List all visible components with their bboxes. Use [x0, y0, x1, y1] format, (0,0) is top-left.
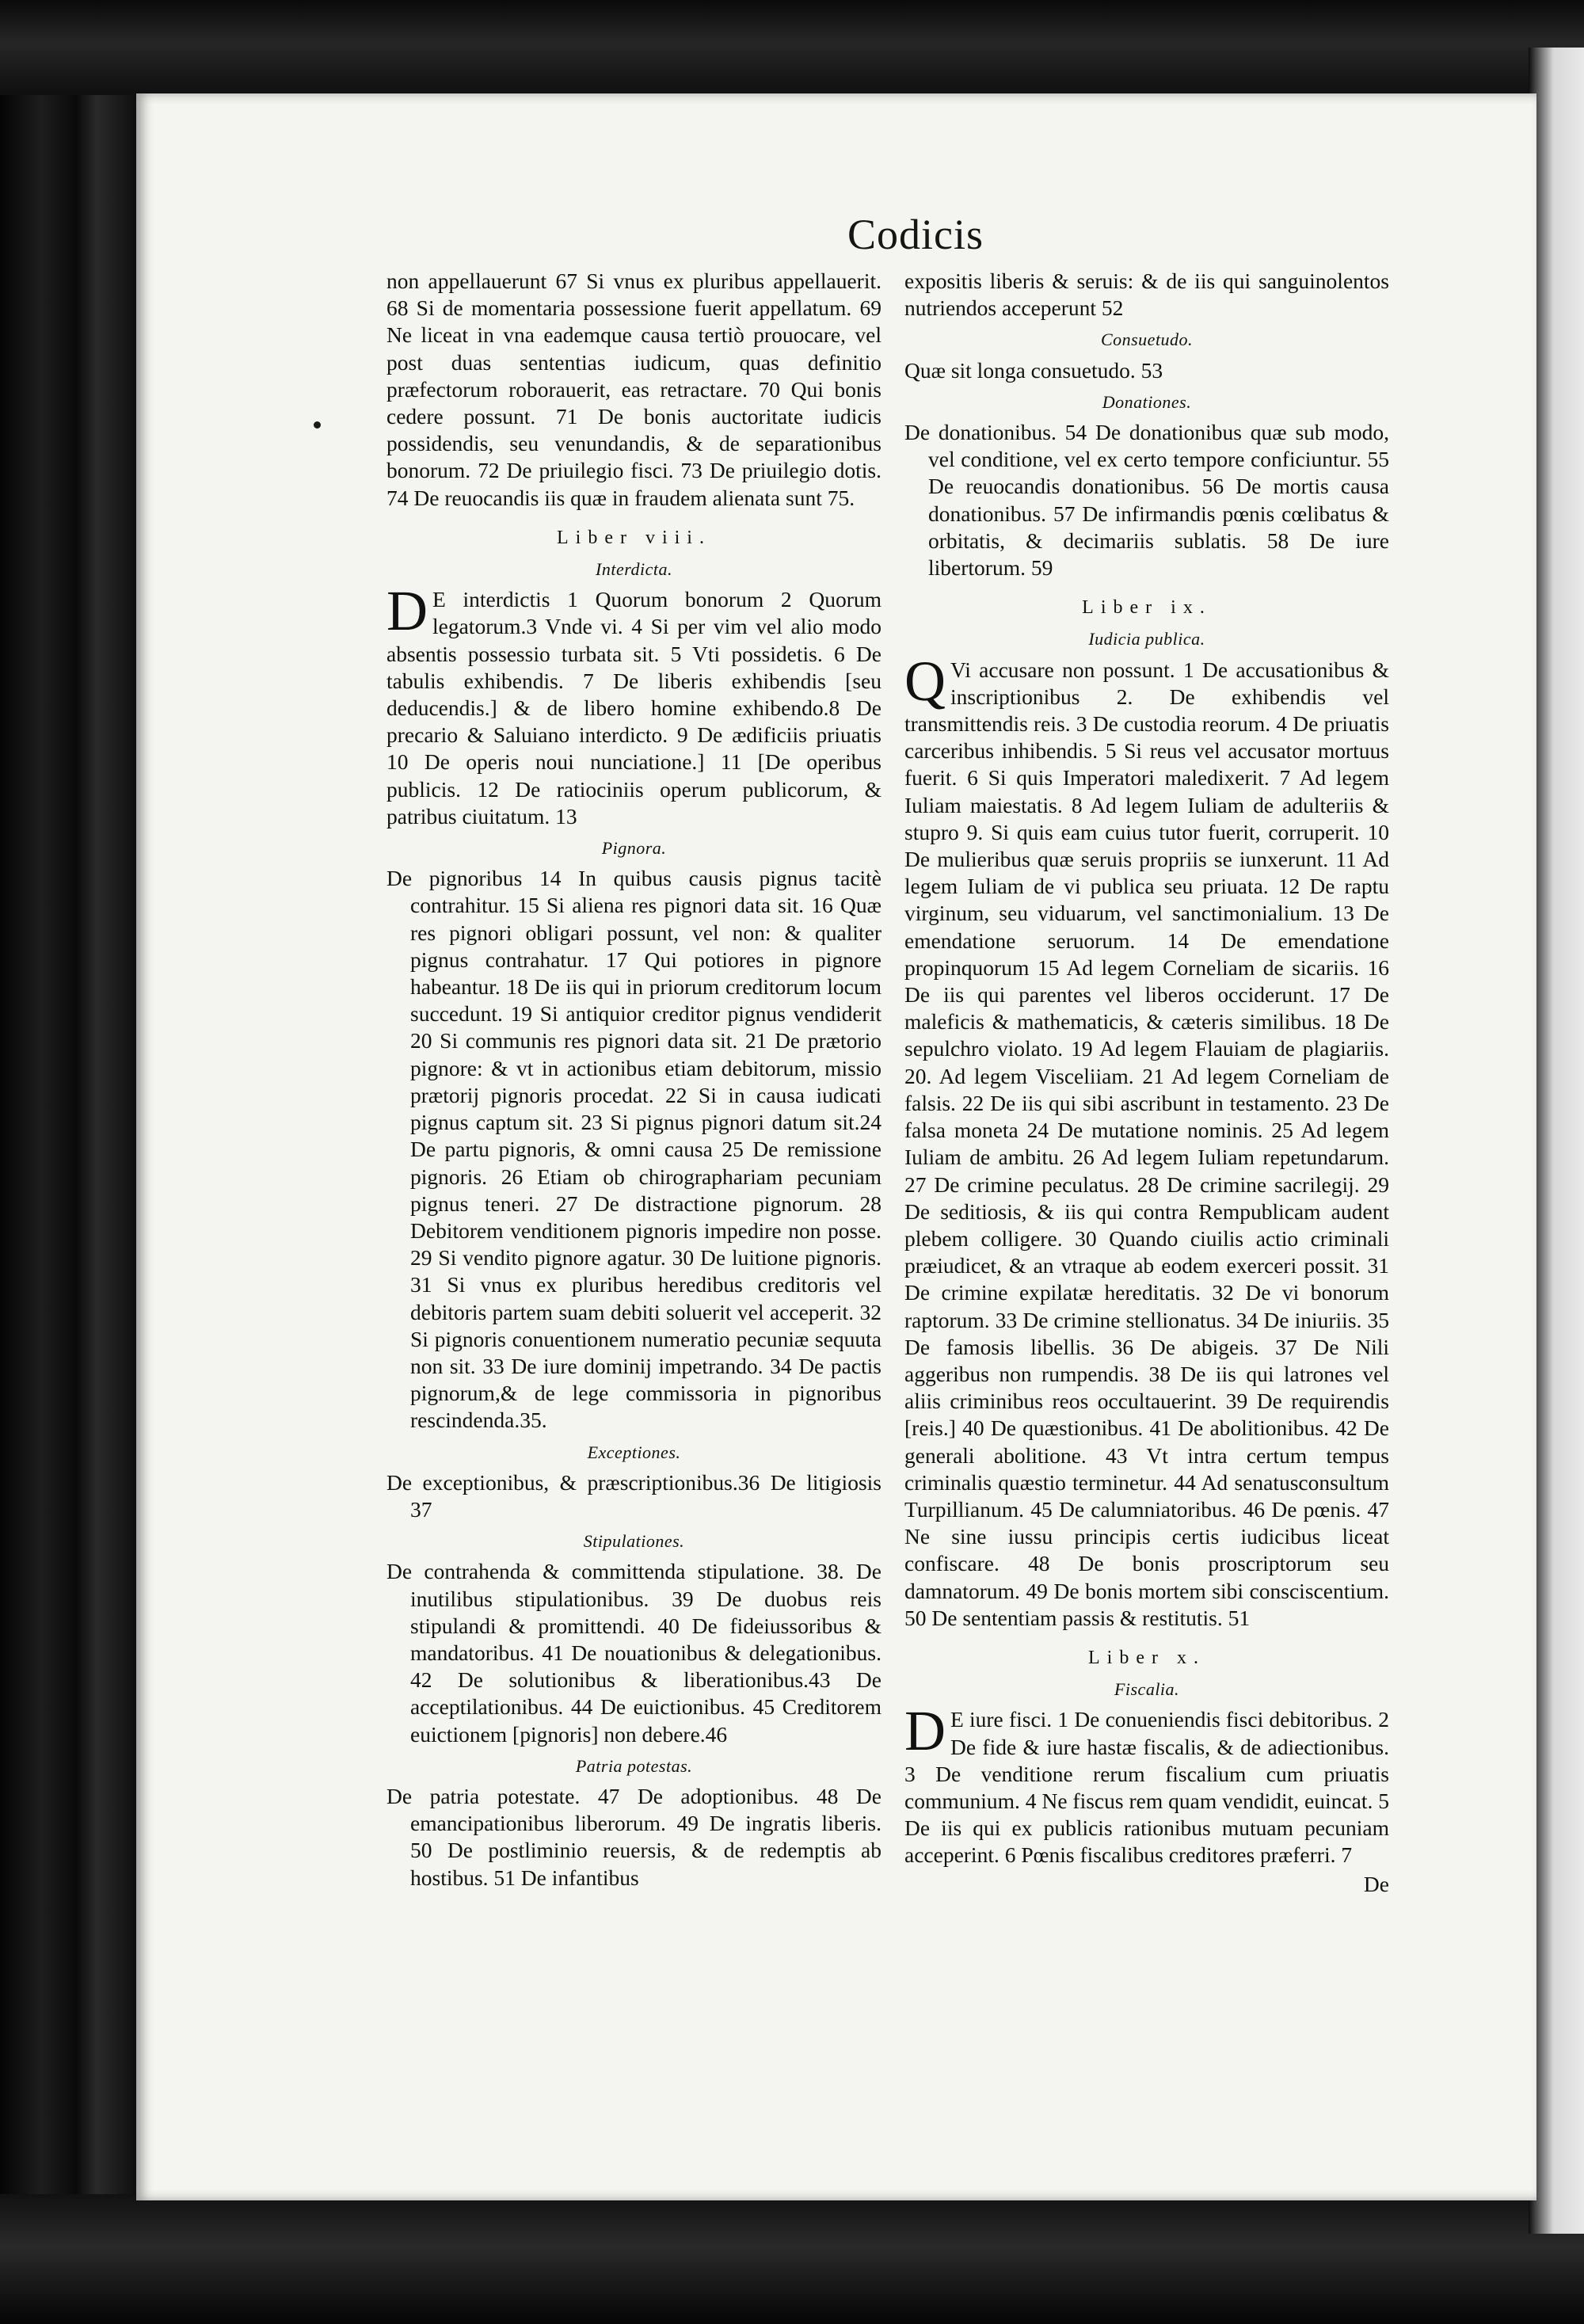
section-heading-interdicta: Interdicta.: [596, 559, 672, 580]
section-text-pignora: De pignoribus 14 In quibus causis pignus tacitè contrahitur. 15 Si aliena res pignori data sit. 16 Quæ res pignori obligari possunt, vel non: & qualiter pignus contrahatur. 17 Qui potiores in pignore habeantur. 18 De iis qui in priorum creditorum locum succedunt. 19 Si antiquior creditor pignus vendiderit 20 Si communis res pignori data sit. 21 De prætorio pignore: & vt in actionibus etiam debitorum, missio prætorij pignoris procedat. 22 Si in causa iudicati pignus captum sit. 23 Si pignus pignori datum sit.24 De partu pignoris, & omni causa 25 De remissione pignoris. 26 Etiam ob chirographariam pecuniam pignus teneri. 27 De distractione pignorum. 28 Debitorem venditionem pignoris impedire non posse. 29 Si vendito pignore agatur. 30 De luitione pignoris. 31 Si vnus ex pluribus heredibus creditoris vel debitoris partem suam debiti soluerit vel acceperit. 32 Si pignoris conuentionem numeratio pecuniæ sequuta non sit. 33 De iure dominij impetrando. 34 De pactis pignorum,& de lege commissoria in pignoribus rescindenda.35.: [386, 866, 881, 1433]
section-text-patria-potestas: De patria potestate. 47 De adoptionibus. 48 De emancipationibus liberorum. 49 De ingratis liberis. 50 De postliminio reuersis, & de redemptis ab hostibus. 51 De infantibus: [386, 1783, 881, 1890]
catchword: De: [1363, 1871, 1389, 1896]
section-text-interdicta: [386, 579, 881, 830]
left-column: [386, 268, 881, 1892]
right-continuation-text: expositis liberis & seruis: & de iis qui sanguinolentos nutriendos acceperunt 52: [904, 269, 1389, 321]
section-heading-fiscalia: Fiscalia.: [1114, 1679, 1180, 1700]
section-text-iudicia-publica: [904, 649, 1389, 1632]
section-text-consuetudo: Quæ sit longa consuetudo. 53: [904, 357, 1163, 383]
dropcap-letter: Q: [904, 649, 946, 713]
section-text-fiscalia: [904, 1699, 1389, 1869]
section-heading-patria-potestas: Patria potestas.: [575, 1755, 693, 1776]
section-heading-pignora: Pignora.: [601, 838, 667, 859]
running-head: Codicis: [847, 211, 984, 258]
liber-viii-title: Liber viii.: [557, 527, 711, 548]
section-text-stipulationes: De contrahenda & committenda stipulatione. 38. De inutilibus stipulationibus. 39 De duobus reis stipulandi & promittendi. 40 De fideiussoribus & mandatoribus. 41 De nouationibus & delegationibus. 42 De solutionibus & liberationibus.43 De acceptilationibus. 44 De euictionibus. 45 Creditorem euictionem [pignoris] non debere.46: [386, 1559, 881, 1747]
section-heading-donationes: Donationes.: [1102, 391, 1192, 412]
book-spine-edge: [0, 0, 139, 2324]
right-column: [904, 268, 1389, 1898]
next-page-edge: [1529, 48, 1584, 2234]
section-heading-iudicia-publica: Iudicia publica.: [1088, 629, 1205, 650]
section-body: Vi accusare non possunt. 1 De accusationibus & inscriptionibus 2. De exhibendis vel transmittendis reis. 3 De custodia reorum. 4 De priuatis carceribus inhibendis. 5 Si reus vel accusator mortuus fuerit. 6 Si quis Imperatori maledixerit. 7 Ad legem Iuliam maiestatis. 8 Ad legem Iuliam de adulteriis & stupro 9. Si quis eam cuius tutor fuerit, corruperit. 10 De mulieribus quæ seruis propriis se iunxerunt. 11 Ad legem Iuliam de vi publica seu priuata. 12 De raptu virginum, seu viduarum, vel sanctimonialium. 13 De emendatione seruorum. 14 De emendatione propinquorum 15 Ad legem Corneliam de sicariis. 16 De iis qui parentes vel liberos occiderunt. 17 De maleficis & mathematicis, & cæteris similibus. 18 De sepulchro violato. 19 Ad legem Flauiam de plagiariis. 20. Ad legem Visceliiam. 21 Ad legem Corneliam de falsis. 22 De iis qui sibi ascribunt in testamento. 23 De falsa moneta 24 De mutatione nominis. 25 Ad legem Iuliam de ambitu. 26 Ad legem Iuliam repetundarum. 27 De crimine peculatus. 28 De crimine sacrilegij. 29 De seditiosis, & iis qui contra Rempublicam audent plebem colligere. 30 Quando ciuilis actio criminali præiudicet, & an vtraque ab eodem exerceri possit. 31 De crimine expilatæ hereditatis. 32 De vi bonorum raptorum. 33 De crimine stellionatus. 34 De iniuriis. 35 De famosis libellis. 36 De abigeis. 37 De Nili aggeribus non rumpendis. 38 De iis qui latrones vel aliis criminibus reos occultauerint. 39 De requirendis [reis.] 40 De quæstionibus. 41 De abolitionibus. 42 De generali abolitione. 43 Vt intra certum tempus criminalis quæstio terminetur. 44 Ad senatusconsultum Turpillianum. 45 De calumniatoribus. 46 De pœnis. 47 Ne sine iussu principis certis iudicibus liceat confiscare. 48 De bonis proscriptorum seu damnatorum. 49 De bonis mortem sibi consciscentium. 50 De sententiam passis & restitutis. 51: [904, 657, 1389, 1630]
section-heading-consuetudo: Consuetudo.: [1100, 330, 1194, 350]
ink-mark: [314, 421, 321, 429]
liber-ix-title: Liber ix.: [1082, 597, 1212, 619]
liber-x-title: Liber x.: [1088, 1647, 1205, 1668]
section-body: E iure fisci. 1 De conueniendis fisci debitoribus. 2 De fide & iure hastæ fiscalis, & de adiectionibus. 3 De venditione rerum fiscalium cum priuatis communium. 4 Ne fiscus rem quam vendidit, euincat. 5 De iis qui ex publicis rationibus mutuam pecuniam acceperint. 6 Pœnis fiscalibus creditores præferri. 7: [904, 1707, 1389, 1868]
dropcap-letter: D: [904, 1699, 946, 1763]
scan-bottom-edge: [0, 2194, 1584, 2324]
left-continuation-text: non appellauerunt 67 Si vnus ex pluribus appellauerit. 68 Si de momentaria possessione fuerit appellatum. 69 Ne liceat in vna eademque causa tertiò prouocare, vel post duas sententias iudicum, quas definitio præfectorum roborauerit, eas retractare. 70 Qui bonis cedere possunt. 71 De bonis auctoritate iudicis possidendis, seu venundandis, & de separationibus bonorum. 72 De priuilegio fisci. 73 De priuilegio dotis. 74 De reuocandis iis quæ in fraudem alienata sunt 75.: [386, 269, 881, 510]
section-text-donationes: De donationibus. 54 De donationibus quæ sub modo, vel conditione, vel ex certo tempore conficiuntur. 55 De reuocandis donationibus. 56 De mortis causa donationibus. 57 De infirmandis pœnis cœlibatus & orbitatis, & decimariis sublatis. 58 De iure libertorum. 59: [904, 420, 1389, 581]
section-heading-stipulationes: Stipulationes.: [583, 1531, 685, 1552]
section-text-exceptiones: De exceptionibus, & præscriptionibus.36 De litigiosis 37: [386, 1469, 881, 1522]
section-heading-exceptiones: Exceptiones.: [587, 1442, 681, 1462]
section-body: E interdictis 1 Quorum bonorum 2 Quorum legatorum.3 Vnde vi. 4 Si per vim vel alio modo absentis possessio turbata sit. 5 Vti possidetis. 6 De tabulis exhibendis. 7 De liberis exhibendis [seu deducendis.] & de libero homine exhibendo.8 De precario & Saluiano interdicto. 9 De ædificiis priuatis 10 De operis noui nunciatione.] 11 [De operibus publicis. 12 De ratiociniis operum publicorum, & patribus ciuitatum. 13: [386, 587, 881, 829]
dropcap-letter: D: [386, 579, 428, 643]
scan-top-edge: [0, 0, 1584, 95]
